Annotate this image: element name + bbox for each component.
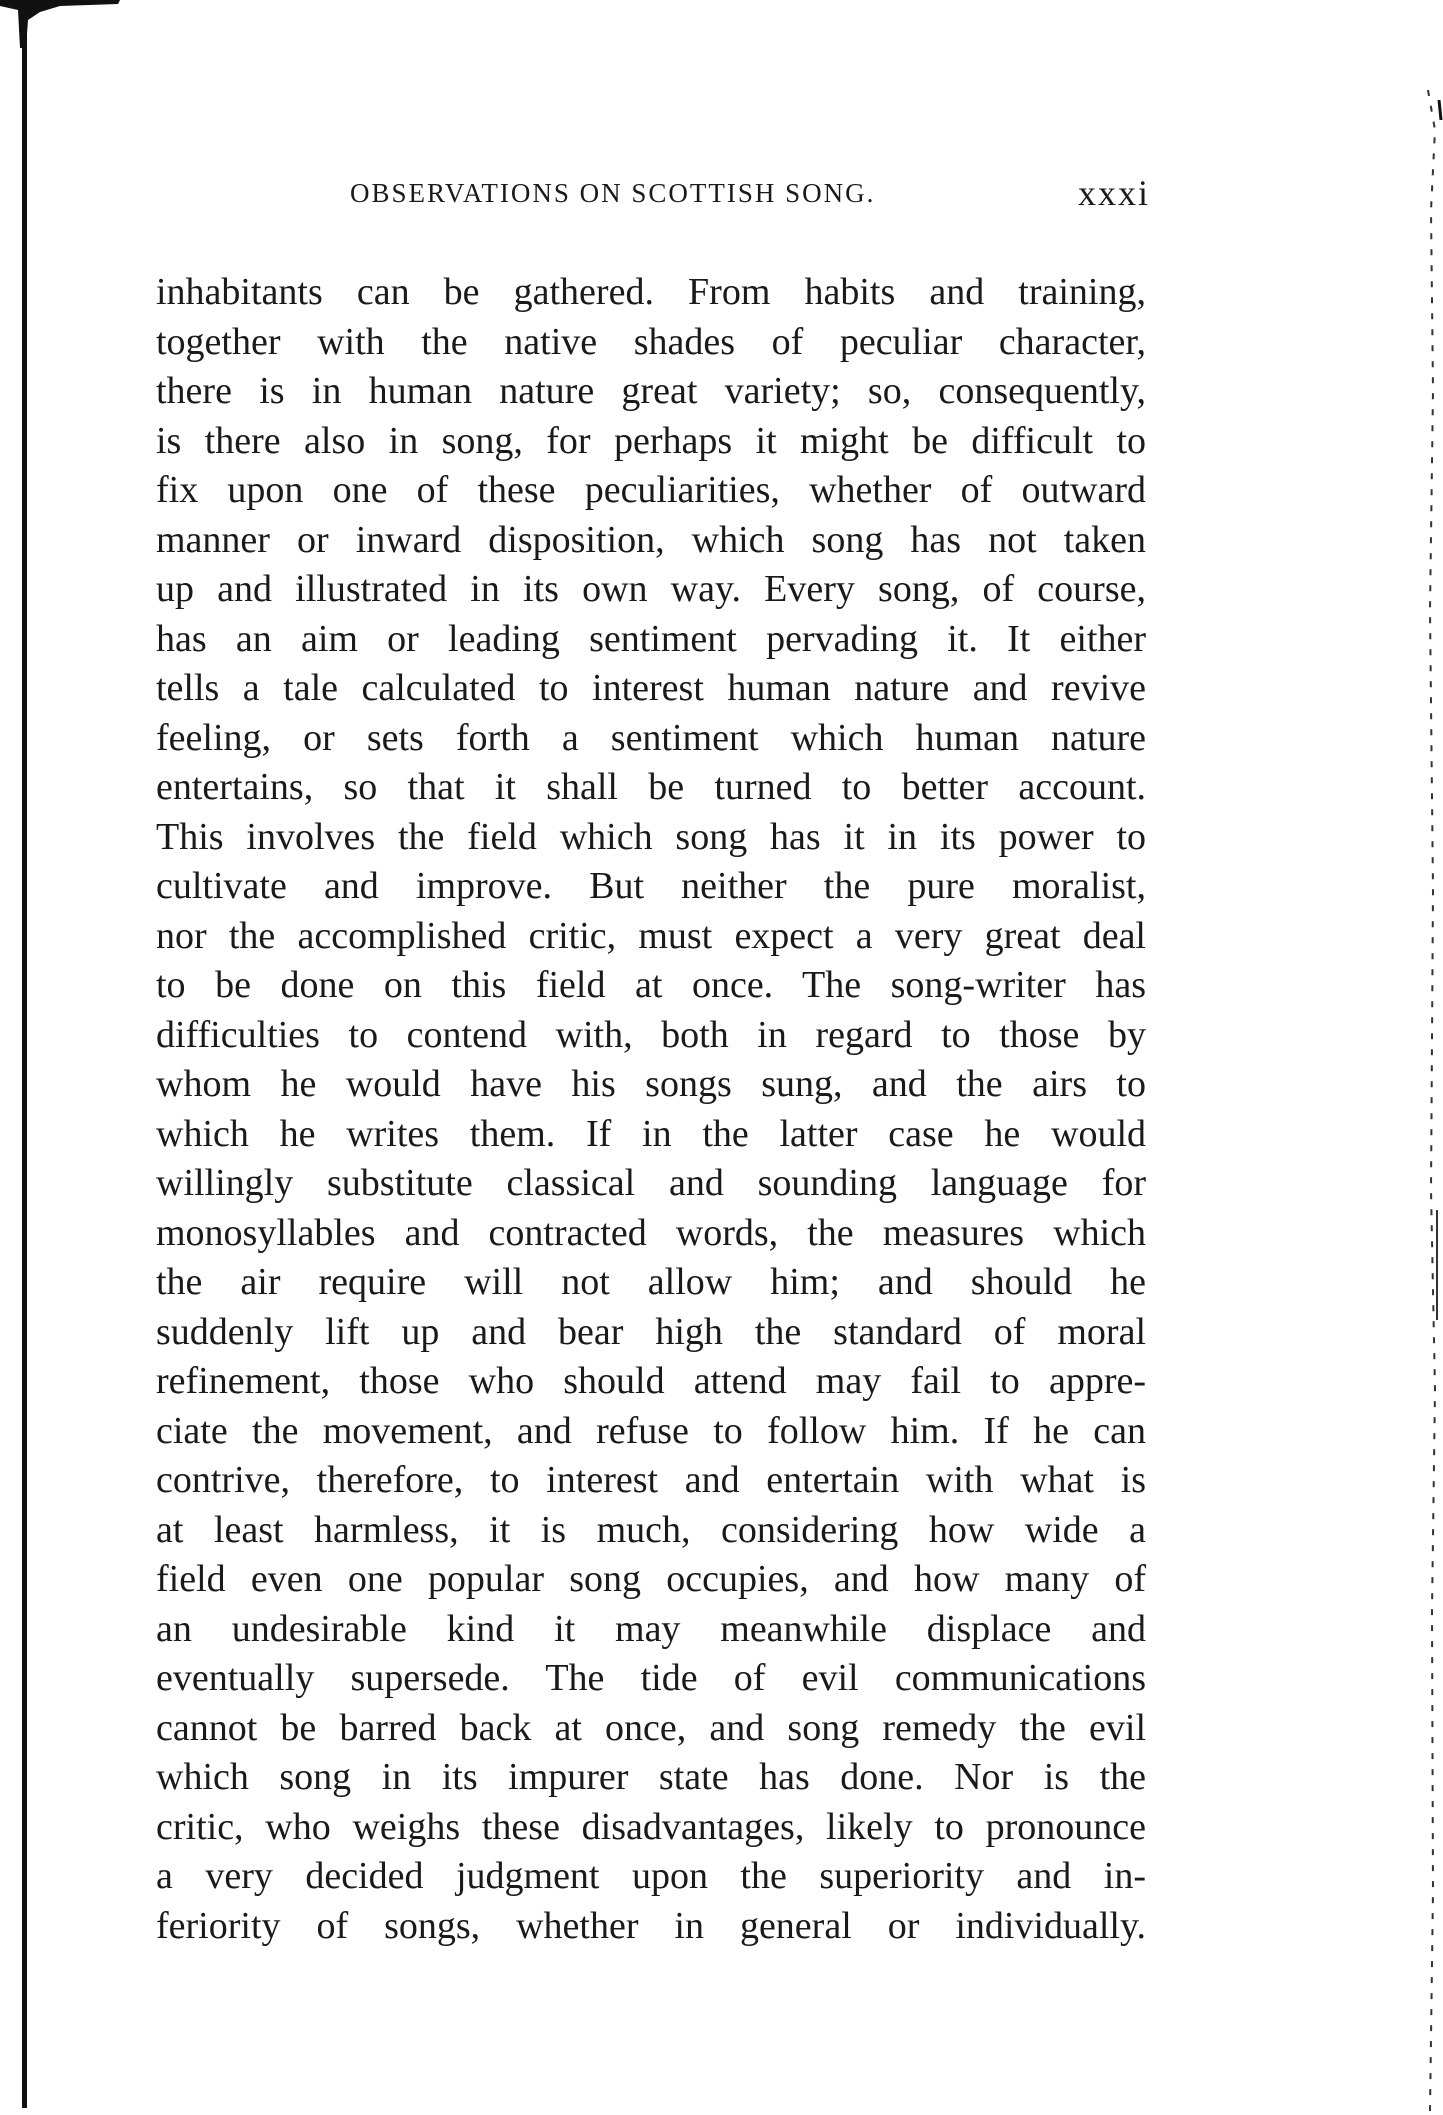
text-line: willingly substitute classical and sounding language for <box>156 1162 1146 1204</box>
text-line: there is in human nature great variety; so, consequently, <box>156 370 1146 412</box>
text-line: has an aim or leading sentiment pervading it. It either <box>156 617 1146 660</box>
text-line: up and illustrated in its own way. Every song, of course, <box>156 568 1146 610</box>
text-line: feriority of songs, whether in general or individually. <box>156 1904 1146 1947</box>
text-line: cultivate and improve. But neither the pure moralist, <box>156 865 1146 907</box>
text-line: a very decided judgment upon the superiority and in- <box>156 1855 1146 1897</box>
scan-corner-mark <box>0 0 140 48</box>
text-line: the air require will not allow him; and should he <box>156 1261 1146 1303</box>
text-line: contrive, therefore, to interest and entertain with what is <box>156 1459 1146 1501</box>
text-line: is there also in song, for perhaps it might be difficult to <box>156 419 1146 462</box>
text-line: at least harmless, it is much, considering how wide a <box>156 1508 1146 1551</box>
text-line: tells a tale calculated to interest human nature and revive <box>156 667 1146 709</box>
text-line: entertains, so that it shall be turned to better account. <box>156 766 1146 808</box>
text-line: which he writes them. If in the latter case he would <box>156 1112 1146 1155</box>
text-line: manner or inward disposition, which song has not taken <box>156 518 1146 561</box>
text-line: fix upon one of these peculiarities, whether of outward <box>156 469 1146 511</box>
text-line: ciate the movement, and refuse to follow him. If he can <box>156 1409 1146 1452</box>
text-line: suddenly lift up and bear high the standard of moral <box>156 1310 1146 1353</box>
scan-left-edge <box>22 28 27 2108</box>
body-text <box>156 268 1146 1951</box>
text-line: This involves the field which song has it in its power to <box>156 815 1146 858</box>
text-line: field even one popular song occupies, and how many of <box>156 1558 1146 1600</box>
text-line: which song in its impurer state has done. Nor is the <box>156 1756 1146 1798</box>
text-line: nor the accomplished critic, must expect a very great deal <box>156 914 1146 957</box>
text-line: inhabitants can be gathered. From habits and training, <box>156 271 1146 313</box>
text-line: difficulties to contend with, both in regard to those by <box>156 1013 1146 1056</box>
text-line: feeling, or sets forth a sentiment which human nature <box>156 716 1146 759</box>
text-line: critic, who weighs these disadvantages, likely to pronounce <box>156 1805 1146 1848</box>
text-line: cannot be barred back at once, and song remedy the evil <box>156 1706 1146 1749</box>
text-line: whom he would have his songs sung, and the airs to <box>156 1063 1146 1105</box>
text-line: an undesirable kind it may meanwhile displace and <box>156 1607 1146 1650</box>
page-header <box>350 173 1150 228</box>
text-line: to be done on this field at once. The song-writer has <box>156 964 1146 1006</box>
page-number: xxxi <box>1077 173 1150 213</box>
text-line: monosyllables and contracted words, the measures which <box>156 1211 1146 1254</box>
running-head: OBSERVATIONS ON SCOTTISH SONG. <box>350 178 876 208</box>
scan-right-edge <box>1383 90 1443 2111</box>
text-line: together with the native shades of peculiar character, <box>156 320 1146 363</box>
text-line: eventually supersede. The tide of evil communications <box>156 1657 1146 1699</box>
text-line: refinement, those who should attend may fail to appre- <box>156 1360 1146 1402</box>
